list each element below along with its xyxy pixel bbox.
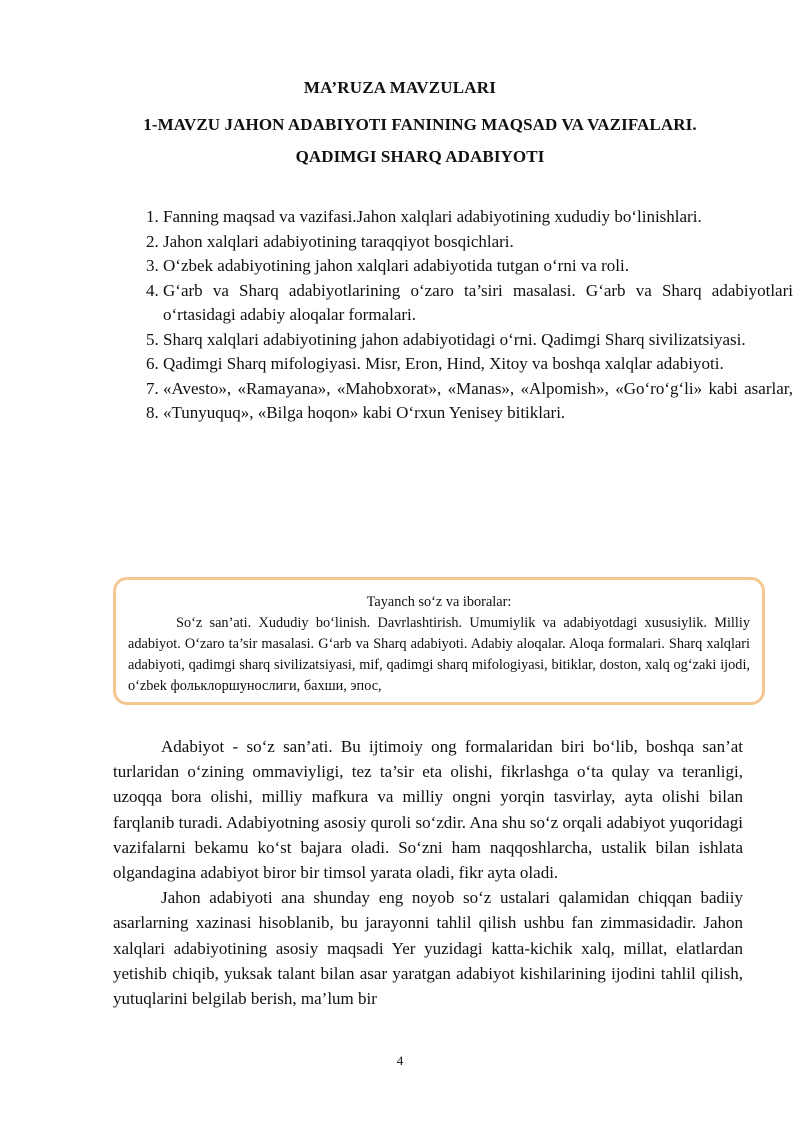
keywords-body: So‘z san’ati. Xududiy bo‘linish. Davrlashtirish. Umumiylik va adabiyotdagi xususiylik. Milliy adabiyot. O‘zaro ta’sir masalasi. G‘arb va Sharq adabiyoti. Adabiy aloqalar. Aloqa formalari. Sharq xalqlari adabiyoti, qadimgi sharq sivilizatsiyasi, mif, qadimgi sharq mifologiyasi, bitiklar, doston, xalq og‘zaki ijodi, o‘zbek фольклоршунослиги, бахши, эпос, (128, 615, 750, 694)
topic-list (112, 205, 793, 426)
topic-item: 8. «Tunyuquq», «Bilga hoqon» kabi O‘rxun Yenisey bitiklari. (163, 401, 793, 426)
body-text (113, 734, 743, 1011)
keywords-box (113, 577, 765, 705)
page-number: 4 (396, 1053, 404, 1068)
topic-item: 5. Sharq xalqlari adabiyotining jahon adabiyotidagi o‘rni. Qadimgi Sharq sivilizatsiyasi. (163, 328, 793, 353)
topic-item: 7. «Avesto», «Ramayana», «Mahobxorat», «Manas», «Alpomish», «Go‘ro‘g‘li» kabi asarlar, (163, 377, 793, 402)
topic-item: 3. O‘zbek adabiyotining jahon xalqlari adabiyotida tutgan o‘rni va roli. (163, 254, 793, 279)
topic-item: 1. Fanning maqsad va vazifasi.Jahon xalqlari adabiyotining xududiy bo‘linishlari. (163, 205, 793, 230)
topic-item: 6. Qadimgi Sharq mifologiyasi. Misr, Eron, Hind, Xitoy va boshqa xalqlar adabiyoti. (163, 352, 793, 377)
paragraph: Adabiyot - so‘z san’ati. Bu ijtimoiy ong formalaridan biri bo‘lib, boshqa san’at turlaridan o‘zining ommaviyligi, tez ta’sir eta olishi, fikrlashga o‘ta qulay va teranligi, uzoqqa bora olishi, milliy mafkura va milliy ongni yorqin tasvirlay, ayta olishi bilan farqlanib turadi. Adabiyotning asosiy quroli so‘zdir. Ana shu so‘z orqali adabiyot yuqoridagi vazifalarni bekamu ko‘st bajara oladi. So‘zni ham naqqoshlarcha, ustalik bilan ishlata olgandagina adabiyot biror bir timsol yarata oladi, fikr ayta oladi. (113, 737, 743, 883)
page-heading: MA’RUZA MAVZULARI (303, 78, 497, 97)
topic-title-line2: QADIMGI SHARQ ADABIYOTI (295, 147, 545, 166)
topic-title-line1: 1-MAVZU JAHON ADABIYOTI FANINING MAQSAD VA VAZIFALARI. (143, 115, 697, 134)
topic-item: 4. G‘arb va Sharq adabiyotlarining o‘zaro ta’siri masalasi. G‘arb va Sharq adabiyotlari o‘rtasidagi adabiy aloqalar formalari. (163, 279, 793, 328)
topic-item: 2. Jahon xalqlari adabiyotining taraqqiyot bosqichlari. (163, 230, 793, 255)
paragraph: Jahon adabiyoti ana shunday eng noyob so‘z ustalari qalamidan chiqqan badiiy asarlarning xazinasi hisoblanib, bu jarayonni tahlil qilish ushbu fan zimmasidadir. Jahon xalqlari adabiyotining asosiy maqsadi Yer yuzidagi katta-kichik xalq, millat, elatlardan yetishib chiqib, yuksak talant bilan asar yaratgan adabiyot kishilarining ijodini tahlil qilish, yutuqlarini belgilab berish, ma’lum bir (113, 888, 743, 1009)
keywords-title: Tayanch so‘z va iboralar: (366, 594, 512, 610)
